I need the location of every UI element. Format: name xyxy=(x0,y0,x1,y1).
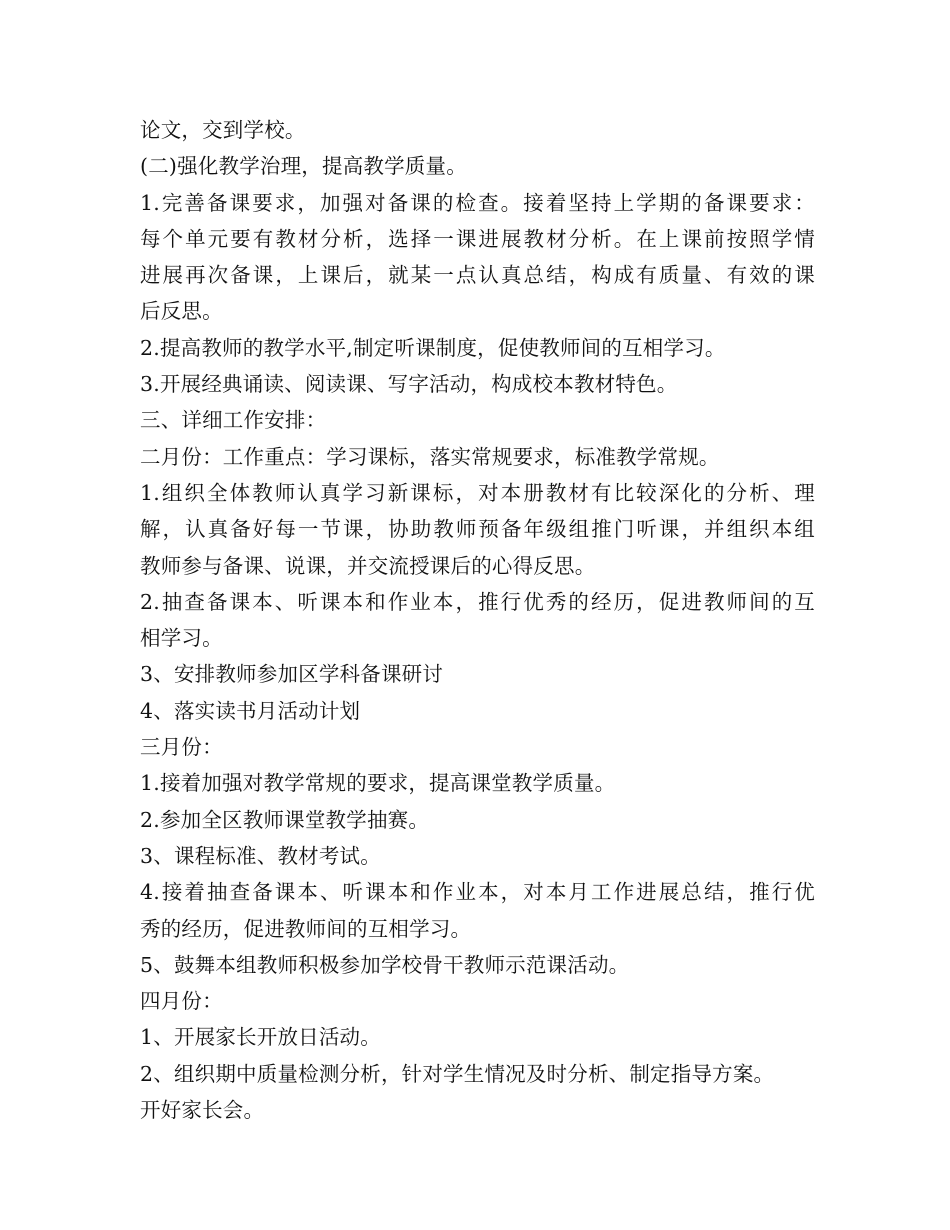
text-line: 进展再次备课，上课后，就某一点认真总结，构成有质量、有效的课 xyxy=(140,263,815,288)
text-line: 4、落实读书月活动计划 xyxy=(140,698,361,723)
section-heading: 三、详细工作安排： xyxy=(140,408,327,433)
text-line: 解，认真备好每一节课，协助教师预备年级组推门听课，并组织本组 xyxy=(140,517,815,542)
month-heading: 三月份： xyxy=(140,735,223,760)
text-line: 开好家长会。 xyxy=(140,1098,265,1123)
text-line: 2.提高教师的教学水平,制定听课制度，促使教师间的互相学习。 xyxy=(140,335,726,360)
text-line: 3、安排教师参加区学科备课研讨 xyxy=(140,662,444,687)
text-line: 5、鼓舞本组教师积极参加学校骨干教师示范课活动。 xyxy=(140,952,630,977)
text-line: 3.开展经典诵读、阅读课、写字活动，构成校本教材特色。 xyxy=(140,372,678,397)
text-line: 2.参加全区教师课堂教学抽赛。 xyxy=(140,807,430,832)
text-line: 2、组织期中质量检测分析，针对学生情况及时分析、制定指导方案。 xyxy=(140,1061,775,1086)
text-line: 教师参与备课、说课，并交流授课后的心得反思。 xyxy=(140,553,596,578)
month-heading: 二月份：工作重点：学习课标，落实常规要求，标准教学常规。 xyxy=(140,444,720,469)
text-line: 2.抽查备课本、听课本和作业本，推行优秀的经历，促进教师间的互 xyxy=(140,589,815,614)
text-line: 秀的经历，促进教师间的互相学习。 xyxy=(140,916,472,941)
text-line: 1.完善备课要求，加强对备课的检查。接着坚持上学期的备课要求： xyxy=(140,190,815,215)
text-line: 后反思。 xyxy=(140,299,223,324)
document-body xyxy=(140,112,815,1128)
section-heading: (二)强化教学治理，提高教学质量。 xyxy=(140,154,467,179)
text-line: 1.组织全体教师认真学习新课标，对本册教材有比较深化的分析、理 xyxy=(140,480,815,505)
text-line: 1.接着加强对教学常规的要求，提高课堂教学质量。 xyxy=(140,771,616,796)
month-heading: 四月份： xyxy=(140,989,223,1014)
text-line: 论文，交到学校。 xyxy=(140,118,306,142)
text-line: 每个单元要有教材分析，选择一课进展教材分析。在上课前按照学情 xyxy=(140,226,815,251)
text-line: 相学习。 xyxy=(140,626,223,651)
text-line: 4.接着抽查备课本、听课本和作业本，对本月工作进展总结，推行优 xyxy=(140,880,815,905)
text-line: 1、开展家长开放日活动。 xyxy=(140,1025,381,1050)
text-line: 3、课程标准、教材考试。 xyxy=(140,843,381,868)
